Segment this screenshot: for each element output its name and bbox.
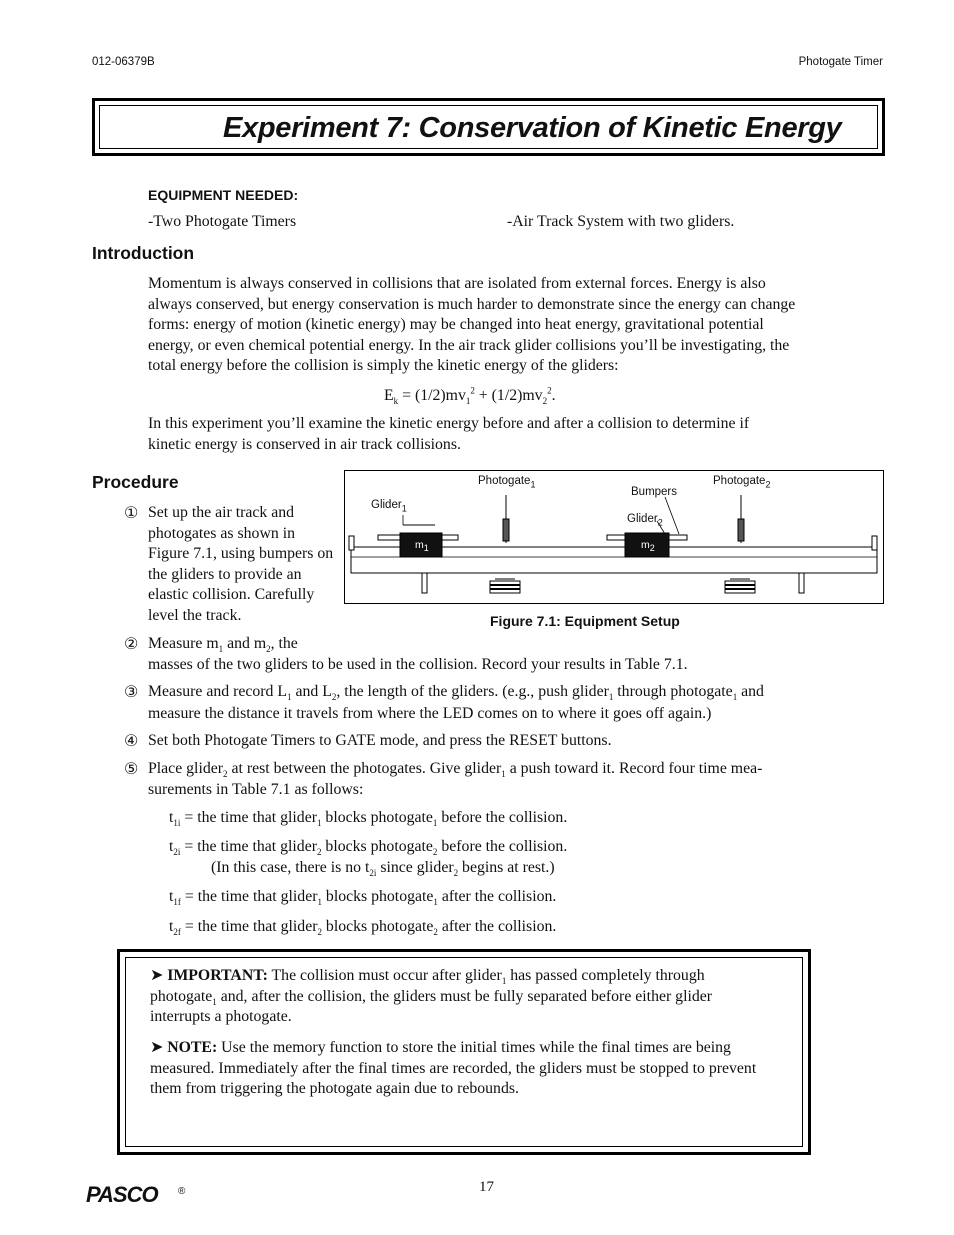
photogate-1-head (503, 519, 509, 541)
time-definition-t2i-note: (In this case, there is no $t_{2i}$ since glider$_2$ begins at rest.) (211, 859, 555, 879)
photogate-2-base (725, 581, 755, 593)
arrow-icon: ➤ (150, 1039, 164, 1056)
page-number: 17 (479, 1179, 494, 1195)
step-2-number: ② (124, 636, 139, 653)
track-leg-left (422, 573, 427, 593)
figure-caption: Figure 7.1: Equipment Setup (490, 613, 680, 629)
air-track-diagram (345, 471, 883, 603)
time-definition-t1f: $t_{1f}$ = the time that glider$_1$ blocks photogate$_1$ after the collision. (169, 888, 557, 908)
equipment-item-1: -Two Photogate Timers (148, 213, 297, 230)
important-note: ➤ IMPORTANT: The collision must occur after glider$_1$ has passed completely through photogate$_1$ and, after the collision, the gliders must be fully separated before either glider interrupts a photogate. (150, 967, 713, 1025)
glider-2-mass-label: $m_2$ (641, 539, 655, 554)
page-title: Experiment 7: Conservation of Kinetic Energy (223, 112, 842, 144)
step-3-number: ③ (124, 684, 139, 701)
photogate-1-base (490, 581, 520, 593)
memory-note: ➤ NOTE: Use the memory function to store the initial times while the final times are being measured. Immediately after the final times are recorded, the gliders must be stopped to prevent them from triggering the photogate again due to rebounds. (150, 1039, 757, 1097)
title-box (92, 98, 885, 156)
doc-title: Photogate Timer (798, 56, 883, 68)
glider-2-bumper-right (669, 535, 687, 540)
equipment-setup-figure (344, 470, 884, 604)
step-5-text-line-2: surements in Table 7.1 as follows: (148, 781, 364, 798)
registered-mark: ® (178, 1186, 186, 1197)
time-definition-t2i: $t_{2i}$ = the time that glider$_2$ blocks photogate$_2$ before the collision. (169, 838, 568, 858)
bumpers-label: Bumpers (631, 486, 678, 498)
procedure-heading: Procedure (92, 472, 179, 492)
step-2-text-line-2: masses of the two gliders to be used in the collision. Record your results in Table 7.1. (148, 656, 688, 673)
step-5-number: ⑤ (124, 761, 139, 778)
photogate-1-label: Photogate$_1$ (478, 475, 536, 490)
step-4-text: Set both Photogate Timers to GATE mode, and press the RESET buttons. (148, 732, 612, 749)
step-1-text: Set up the air track and photogates as shown in Figure 7.1, using bumpers on the gliders to provide an elastic collision. Carefully level the track. (148, 504, 334, 624)
notes-box (117, 949, 811, 1155)
step-4-number: ④ (124, 733, 139, 750)
step-1-number: ① (124, 505, 139, 522)
doc-number: 012-06379B (92, 56, 155, 68)
glider-1-mass-label: $m_1$ (415, 539, 429, 554)
bumpers-pointer (665, 497, 679, 534)
arrow-icon: ➤ (150, 967, 164, 984)
glider-2-bumper-left (607, 535, 627, 540)
step-3-text-line-2: measure the distance it travels from where the LED comes on to where it goes off again.) (148, 705, 712, 722)
photogate-2-label: Photogate$_2$ (713, 475, 771, 490)
time-definition-t1i: $t_{1i}$ = the time that glider$_1$ blocks photogate$_1$ before the collision. (169, 809, 568, 829)
equipment-item-2: -Air Track System with two gliders. (507, 213, 735, 230)
photogate-2-head (738, 519, 744, 541)
glider-1-bumper-right (442, 535, 458, 540)
time-definition-t2f: $t_{2f}$ = the time that glider$_2$ blocks photogate$_2$ after the collision. (169, 918, 557, 938)
step-5-text: Place glider$_2$ at rest between the photogates. Give glider$_1$ a push toward it. Record four time mea- (148, 760, 763, 780)
introduction-paragraph-1: Momentum is always conserved in collisions that are isolated from external forces. Energy is also always conserved, but energy conservation is much harder to demonstrate since the energy can change forms: energy of motion (kinetic energy) may be changed into heat energy, gravitational potential energy, or even chemical potential energy. In the air track glider collisions you’ll be investigating, the total energy before the collision is simply the kinetic energy of the gliders: (148, 275, 796, 374)
track-leg-right (799, 573, 804, 593)
introduction-paragraph-2: In this experiment you’ll examine the kinetic energy before and after a collision to determine if kinetic energy is conserved in air track collisions. (148, 415, 750, 453)
glider-1-label: Glider$_1$ (371, 499, 407, 514)
glider-2-label: Glider$_2$ (627, 513, 663, 528)
equipment-heading: EQUIPMENT NEEDED: (148, 187, 299, 203)
end-stop-left (349, 536, 354, 550)
kinetic-energy-equation: $E_k = (1/2)mv_1^2 + (1/2)mv_2^2$. (384, 385, 556, 407)
step-3-text: Measure and record $L_1$ and $L_2$, the length of the gliders. (e.g., push glider$_1$ through photogate$_1$ and (148, 683, 764, 703)
end-stop-right (872, 536, 877, 550)
step-2-text: Measure $m_1$ and $m_2$, the (148, 635, 298, 655)
glider-1-bumper-left (378, 535, 400, 540)
pasco-logo: PASCO (86, 1182, 158, 1207)
introduction-heading: Introduction (92, 243, 195, 263)
